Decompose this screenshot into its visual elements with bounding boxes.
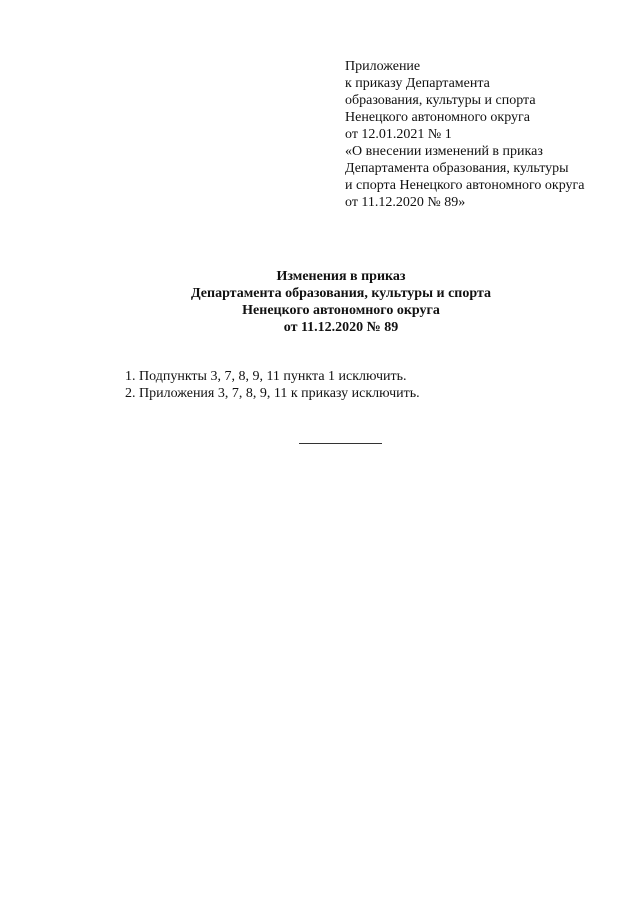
end-separator-line: [299, 443, 382, 444]
annex-line: Департамента образования, культуры: [345, 161, 569, 176]
annex-line: к приказу Департамента: [345, 76, 490, 91]
annex-header: [345, 58, 584, 211]
title-line: Ненецкого автономного округа: [242, 303, 440, 318]
annex-line: Приложение: [345, 59, 421, 74]
annex-line: от 12.01.2021 № 1: [345, 127, 452, 142]
annex-line: образования, культуры и спорта: [345, 93, 536, 108]
amendment-list: [125, 368, 420, 402]
title-line: от 11.12.2020 № 89: [283, 320, 399, 335]
annex-line: и спорта Ненецкого автономного округа: [345, 178, 585, 193]
list-item: 1. Подпункты 3, 7, 8, 9, 11 пункта 1 исключить.: [125, 369, 407, 384]
list-item: 2. Приложения 3, 7, 8, 9, 11 к приказу исключить.: [125, 386, 420, 401]
document-title: [0, 268, 640, 336]
title-line: Департамента образования, культуры и спорта: [191, 286, 491, 301]
annex-line: Ненецкого автономного округа: [345, 110, 530, 125]
title-line: Изменения в приказ: [276, 269, 406, 284]
annex-line: «О внесении изменений в приказ: [345, 144, 543, 159]
annex-line: от 11.12.2020 № 89»: [345, 195, 466, 210]
